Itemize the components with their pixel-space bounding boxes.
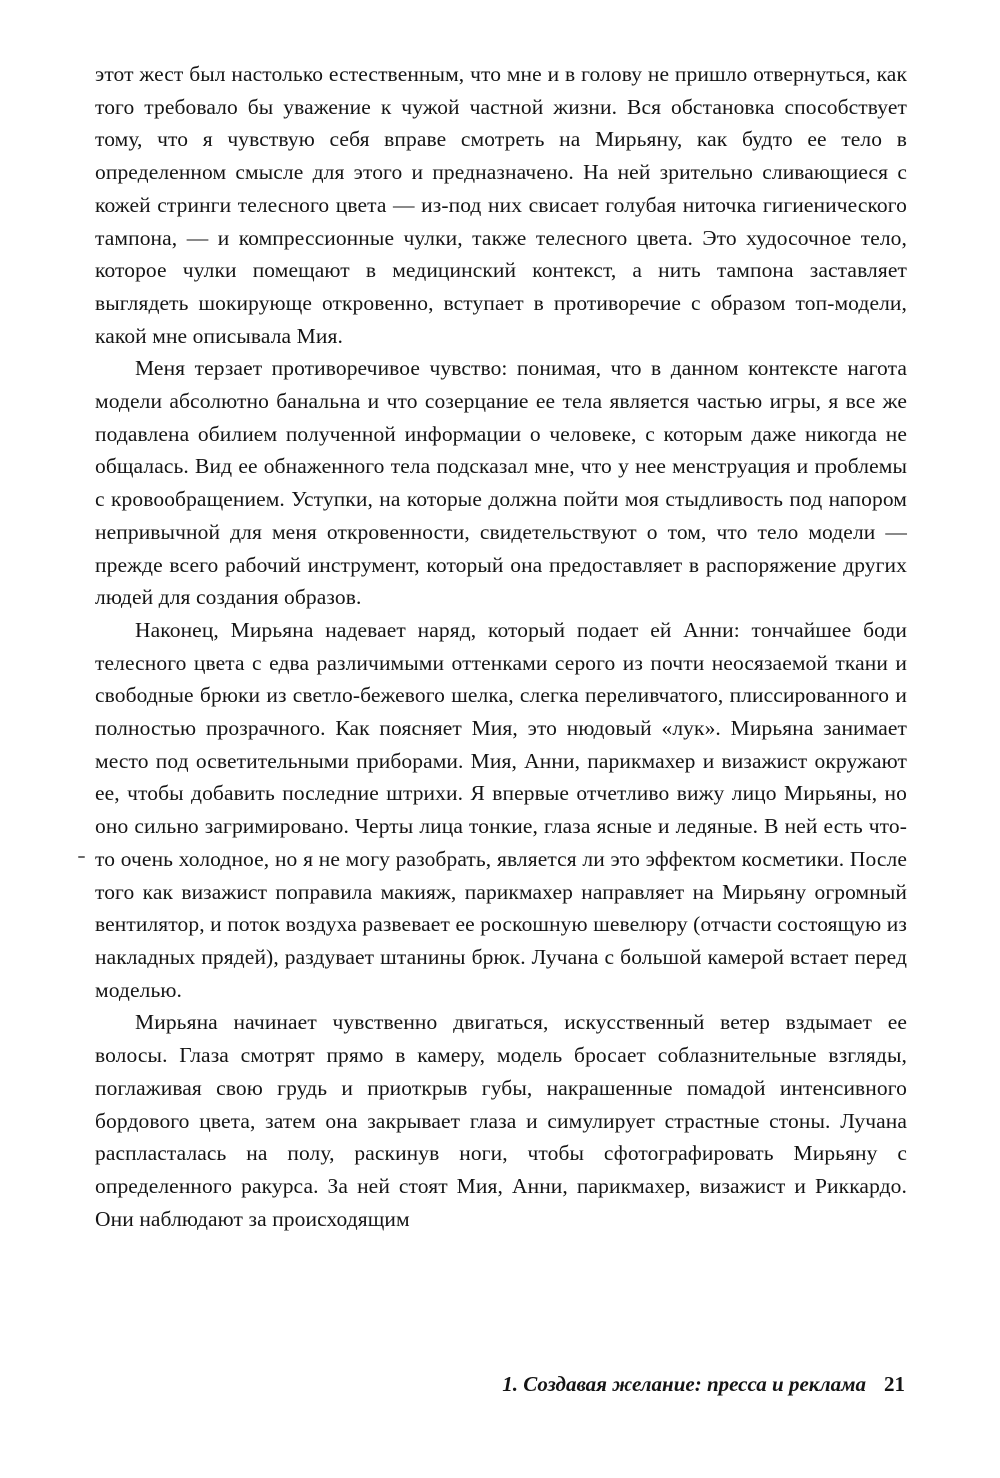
paragraph: Меня терзает противоречивое чувство: понимая, что в данном контексте нагота модели абсолютно банальна и что созерцание ее тела является частью игры, я все же подавлена обилием полученной информации о человеке, с которым даже никогда не общалась. Вид ее обнаженного тела подсказал мне, что у нее менструация и проблемы с кровообращением. Уступки, на которые должна пойти моя стыдливость под напором непривычной для меня откровенности, свидетельствуют о том, что тело модели — прежде всего рабочий инструмент, который она предоставляет в распоряжение других людей для создания образов. [95,356,907,610]
scan-artifact [78,856,85,858]
paragraph: этот жест был настолько естественным, что мне и в голову не пришло отвернуться, как того требовало бы уважение к чужой частной жизни. Вся обстановка способствует тому, что я чувствую себя вправе смотреть на Мирьяну, как будто ее тело в определенном смысле для этого и предназначено. На ней зрительно сливающиеся с кожей стринги телесного цвета — из-под них свисает голубая ниточка гигиенического тампона, — и компрессионные чулки, также телесного цвета. Это худосочное тело, которое чулки помещают в медицинский контекст, а нить тампона заставляет выглядеть шокирующе откровенно, вступает в противоречие с образом топ-модели, какой мне описывала Мия. [95,62,907,348]
running-title: 1. Создавая желание: пресса и реклама [502,1372,866,1396]
paragraph: Наконец, Мирьяна надевает наряд, который подает ей Анни: тончайшее боди телесного цвета с едва различимыми оттенками серого из почти неосязаемой ткани и свободные брюки из светло-бежевого шелка, слегка переливчатого, плиссированного и полностью прозрачного. Как поясняет Мия, это нюдовый «лук». Мирьяна занимает место под осветительными приборами. Мия, Анни, парикмахер и визажист окружают ее, чтобы добавить последние штрихи. Я впервые отчетливо вижу лицо Мирьяны, но оно сильно загримировано. Черты лица тонкие, глаза ясные и ледяные. В ней есть что-то очень холодное, но я не могу разобрать, является ли это эффектом косметики. После того как визажист поправила макияж, парикмахер направляет на Мирьяну огромный вентилятор, и поток воздуха развевает ее роскошную шевелюру (отчасти состоящую из накладных прядей), раздувает штанины брюк. Лучана с большой камерой встает перед моделью. [95,617,907,1002]
page-number: 21 [884,1372,905,1396]
text-column [95,58,907,1235]
page-footer [502,1372,905,1397]
paragraph: Мирьяна начинает чувственно двигаться, искусственный ветер вздымает ее волосы. Глаза смотрят прямо в камеру, модель бросает соблазнительные взгляды, поглаживая свою грудь и приоткрыв губы, накрашенные помадой интенсивного бордового цвета, затем она закрывает глаза и симулирует страстные стоны. Лучана распласталась на полу, раскинув ноги, чтобы сфотографировать Мирьяну с определенного ракурса. За ней стоят Мия, Анни, парикмахер, визажист и Риккардо. Они наблюдают за происходящим [95,1010,907,1231]
